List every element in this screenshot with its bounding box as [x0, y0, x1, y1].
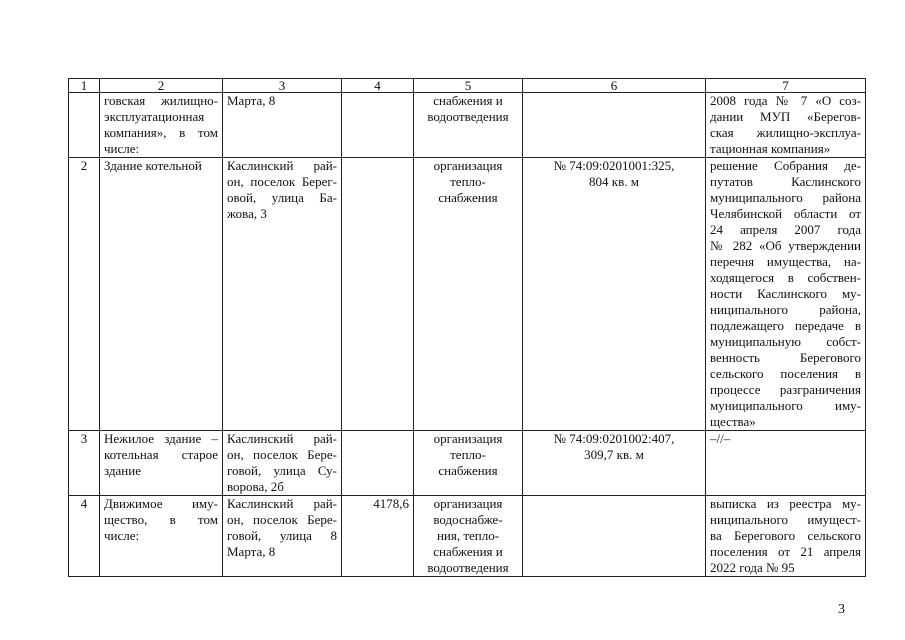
cell-text-line: тепло- — [450, 447, 486, 462]
cell-text-line: поселения от 21 апреля — [710, 544, 861, 559]
cell-text-line: Нежилое здание – — [104, 431, 218, 446]
row-number-cell: 2 — [69, 158, 100, 431]
column-number-header: 6 — [523, 79, 706, 93]
table-row — [69, 158, 866, 431]
cell-text-line: Каслинский рай- — [227, 158, 337, 173]
cell-text-line: ходящегося в собствен- — [710, 270, 861, 285]
object-name-cell — [100, 496, 223, 577]
cell-text-line: он, поселок Бере- — [227, 512, 337, 527]
cell-text-line: тационная компания» — [710, 141, 831, 156]
cell-text-line: ниципального имущест- — [710, 512, 861, 527]
cadastre-cell — [523, 431, 706, 496]
cell-text-line: 24 апреля 2007 года — [710, 222, 861, 237]
cadastre-cell — [523, 496, 706, 577]
cell-text-line: снабжения и — [433, 93, 503, 108]
column-number-header: 5 — [414, 79, 523, 93]
column-number-header: 4 — [342, 79, 414, 93]
cell-text-line: Марта, 8 — [227, 93, 276, 108]
cell-text-line: компания», в том — [104, 125, 218, 140]
cell-text-line: водоотведения — [427, 560, 509, 575]
cell-text-line: жова, 3 — [227, 206, 267, 221]
cell-text-line: решение Собрания де- — [710, 158, 861, 173]
column-number-header: 7 — [706, 79, 866, 93]
table-header-row — [69, 79, 866, 93]
purpose-cell — [414, 431, 523, 496]
cell-text-line: говой, улица Су- — [227, 463, 337, 478]
cell-text-line: щества» — [710, 414, 756, 429]
cell-text-line: муниципального района — [710, 190, 861, 205]
page-number: 3 — [838, 602, 845, 617]
cell-text-line: ская жилищно-эксплуа- — [710, 125, 861, 140]
cell-text-line: ности Каслинского му- — [710, 286, 861, 301]
basis-cell — [706, 158, 866, 431]
cell-text-line: снабжения и — [433, 544, 503, 559]
object-name-cell — [100, 431, 223, 496]
basis-cell — [706, 93, 866, 158]
row-number-cell: 4 — [69, 496, 100, 577]
cell-text-line: щество, в том — [104, 512, 218, 527]
cell-text-line: ниципального района, — [710, 302, 861, 317]
cell-text-line: Каслинский рай- — [227, 431, 337, 446]
cell-text-line: выписка из реестра му- — [710, 496, 861, 511]
address-cell — [223, 431, 342, 496]
cell-text-line: он, поселок Берег- — [227, 174, 337, 189]
cell-text-line: 2008 года № 7 «О соз- — [710, 93, 861, 108]
cadastre-cell — [523, 158, 706, 431]
cadastre-cell — [523, 93, 706, 158]
cell-text-line: организация — [433, 496, 503, 511]
cell-text-line: снабжения — [438, 190, 498, 205]
column-number-header: 3 — [223, 79, 342, 93]
cell-text-line: говская жилищно- — [104, 93, 218, 108]
table-row — [69, 496, 866, 577]
cell-text-line: 309,7 кв. м — [584, 447, 644, 462]
cell-text-line: венность Берегового — [710, 350, 861, 365]
cell-text-line: снабжения — [438, 463, 498, 478]
cell-text-line: овой, улица Ба- — [227, 190, 337, 205]
cell-text-line: путатов Каслинского — [710, 174, 861, 189]
cell-text-line: № 74:09:0201002:407, — [553, 431, 675, 446]
document-table — [68, 78, 866, 577]
address-cell — [223, 93, 342, 158]
value-cell — [342, 431, 414, 496]
cell-text-line: Марта, 8 — [227, 544, 276, 559]
row-number-cell — [69, 93, 100, 158]
column-number-header: 2 — [100, 79, 223, 93]
cell-text-line: организация — [433, 431, 503, 446]
cell-text-line: подлежащего передаче в — [710, 318, 861, 333]
cell-text-line: Каслинский рай- — [227, 496, 337, 511]
cell-text-line: здание — [104, 463, 141, 478]
table-row — [69, 93, 866, 158]
cell-text-line: процессе разграничения — [710, 382, 861, 397]
cell-text-line: числе: — [104, 141, 140, 156]
value-cell — [342, 158, 414, 431]
cell-text-line: ния, тепло- — [436, 528, 500, 543]
cell-text-line: ворова, 2б — [227, 479, 284, 494]
cell-text-line: Челябинской области от — [710, 206, 861, 221]
cell-text-line: перечня имущества, на- — [710, 254, 861, 269]
table-row — [69, 431, 866, 496]
purpose-cell — [414, 93, 523, 158]
basis-cell — [706, 496, 866, 577]
cell-text-line: организация — [433, 158, 503, 173]
purpose-cell — [414, 496, 523, 577]
cell-text-line: –//– — [710, 431, 731, 446]
cell-text-line: 2022 года № 95 — [710, 560, 795, 575]
cell-text-line: № 74:09:0201001:325, — [553, 158, 675, 173]
value-cell: 4178,6 — [342, 496, 414, 577]
object-name-cell — [100, 93, 223, 158]
cell-text-line: дании МУП «Берегов- — [710, 109, 861, 124]
cell-text-line: водоотведения — [427, 109, 509, 124]
cell-text-line: водоснабже- — [433, 512, 503, 527]
address-cell — [223, 158, 342, 431]
cell-text-line: сельского поселения в — [710, 366, 861, 381]
cell-text-line: Здание котельной — [104, 158, 202, 173]
cell-text-line: говой, улица 8 — [227, 528, 337, 543]
row-number-cell: 3 — [69, 431, 100, 496]
object-name-cell — [100, 158, 223, 431]
address-cell — [223, 496, 342, 577]
basis-cell — [706, 431, 866, 496]
cell-text-line: Движимое иму- — [104, 496, 218, 511]
cell-text-line: 804 кв. м — [589, 174, 639, 189]
cell-text-line: котельная старое — [104, 447, 218, 462]
cell-text-line: муниципальную собст- — [710, 334, 861, 349]
cell-text-line: ва Берегового сельского — [710, 528, 861, 543]
cell-text-line: он, поселок Бере- — [227, 447, 337, 462]
value-cell — [342, 93, 414, 158]
cell-text-line: эксплуатационная — [104, 109, 205, 124]
cell-text-line: тепло- — [450, 174, 486, 189]
purpose-cell — [414, 158, 523, 431]
column-number-header: 1 — [69, 79, 100, 93]
cell-text-line: № 282 «Об утверждении — [710, 238, 861, 253]
cell-text-line: числе: — [104, 528, 140, 543]
cell-text-line: муниципального иму- — [710, 398, 861, 413]
